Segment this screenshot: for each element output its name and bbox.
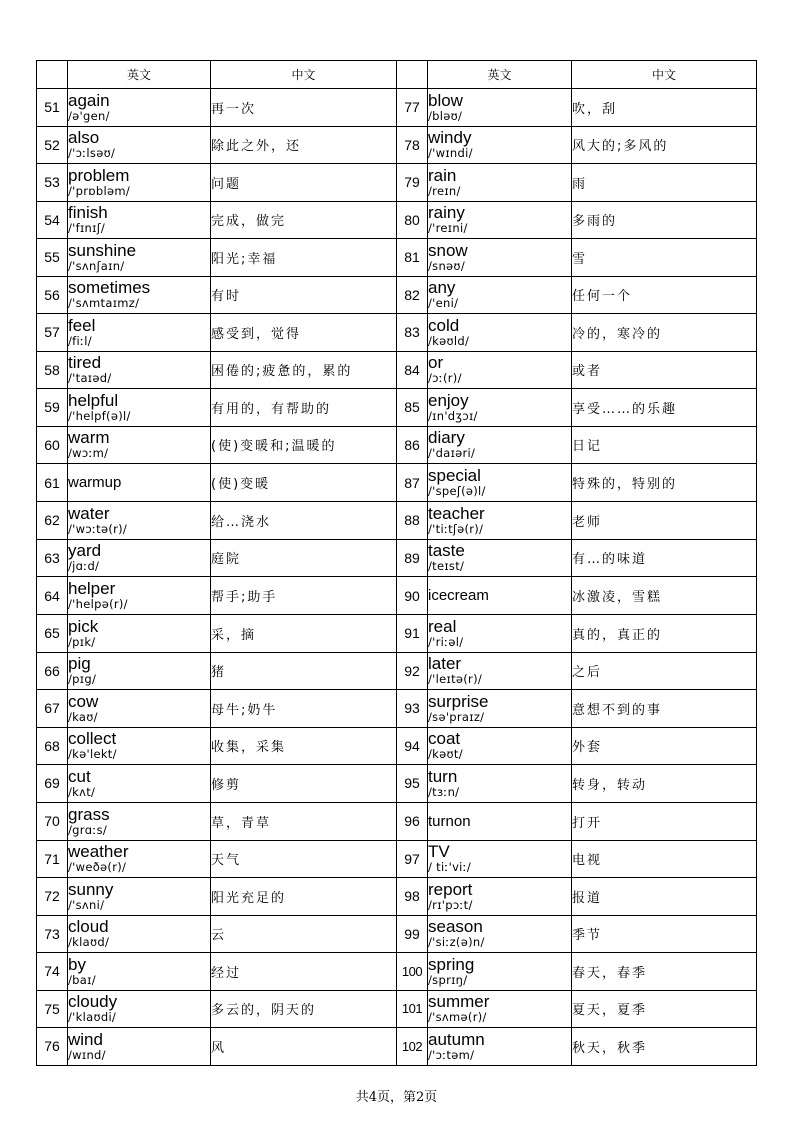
entry-phonetic: /baɪ/ <box>68 972 96 987</box>
entry-number: 56 <box>37 276 68 314</box>
entry-word: any <box>428 278 456 298</box>
entry-phonetic: /'reɪni/ <box>428 221 468 236</box>
entry-word: cloudy <box>68 992 118 1012</box>
entry-number: 101 <box>397 990 428 1028</box>
entry-phonetic: /wɪnd/ <box>68 1047 106 1062</box>
entry-chinese: 采，摘 <box>211 615 397 653</box>
entry-number: 93 <box>397 690 428 728</box>
entry-chinese: (使)变暖和;温暖的 <box>211 426 397 464</box>
entry-chinese: 打开 <box>572 802 757 840</box>
vocabulary-table <box>36 60 757 1066</box>
entry-english <box>68 389 211 427</box>
entry-english <box>68 201 211 239</box>
entry-word: wind <box>68 1029 103 1049</box>
entry-word: turnon <box>428 812 471 830</box>
entry-word: real <box>428 616 457 636</box>
table-row <box>37 802 757 840</box>
entry-english <box>68 89 211 127</box>
entry-number: 89 <box>397 539 428 577</box>
entry-chinese: 外套 <box>572 727 757 765</box>
entry-chinese: 天气 <box>211 840 397 878</box>
entry-english <box>428 1028 572 1066</box>
entry-phonetic: /'eni/ <box>428 296 459 311</box>
entry-word: pick <box>68 616 99 636</box>
entry-english <box>68 915 211 953</box>
entry-english <box>428 953 572 991</box>
entry-english <box>428 201 572 239</box>
entry-phonetic: /ə'gen/ <box>68 108 110 123</box>
entry-chinese: 风 <box>211 1028 397 1066</box>
entry-number: 84 <box>397 351 428 389</box>
entry-chinese: 吹，刮 <box>572 89 757 127</box>
table-row <box>37 652 757 690</box>
entry-number: 83 <box>397 314 428 352</box>
entry-number: 96 <box>397 802 428 840</box>
entry-number: 79 <box>397 164 428 202</box>
table-row <box>37 727 757 765</box>
entry-phonetic: /kaʊ/ <box>68 709 98 724</box>
entry-word: water <box>68 503 110 523</box>
entry-english <box>68 615 211 653</box>
table-row <box>37 464 757 502</box>
entry-english <box>68 164 211 202</box>
entry-english <box>428 765 572 803</box>
table-row <box>37 126 757 164</box>
entry-english <box>68 126 211 164</box>
entry-number: 98 <box>397 878 428 916</box>
entry-phonetic: /'klaʊdi/ <box>68 1010 117 1025</box>
entry-chinese: 多雨的 <box>572 201 757 239</box>
entry-number: 69 <box>37 765 68 803</box>
table-row <box>37 426 757 464</box>
entry-number: 63 <box>37 539 68 577</box>
entry-chinese: 多云的，阴天的 <box>211 990 397 1028</box>
entry-number: 59 <box>37 389 68 427</box>
entry-number: 65 <box>37 615 68 653</box>
entry-word: again <box>68 90 110 110</box>
entry-english <box>68 652 211 690</box>
entry-english <box>428 164 572 202</box>
entry-english <box>68 314 211 352</box>
entry-phonetic: /kəʊt/ <box>428 747 463 762</box>
entry-phonetic: /'tiːtʃə(r)/ <box>428 521 484 536</box>
entry-english <box>428 426 572 464</box>
entry-word: helpful <box>68 390 119 410</box>
entry-number: 86 <box>397 426 428 464</box>
entry-chinese: 冷的，寒冷的 <box>572 314 757 352</box>
entry-number: 66 <box>37 652 68 690</box>
entry-word: diary <box>428 428 465 448</box>
entry-word: feel <box>68 315 96 335</box>
entry-word: by <box>68 954 86 974</box>
entry-phonetic: /'riːəl/ <box>428 634 464 649</box>
entry-english <box>428 840 572 878</box>
table-row <box>37 915 757 953</box>
entry-number: 100 <box>397 953 428 991</box>
entry-english <box>68 1028 211 1066</box>
entry-phonetic: /sə'praɪz/ <box>428 709 485 724</box>
entry-word: pig <box>68 654 91 674</box>
entry-chinese: 真的，真正的 <box>572 615 757 653</box>
entry-english <box>68 539 211 577</box>
table-row <box>37 878 757 916</box>
table-row <box>37 615 757 653</box>
entry-chinese: 之后 <box>572 652 757 690</box>
entry-phonetic: /'fɪnɪʃ/ <box>68 221 106 236</box>
entry-number: 75 <box>37 990 68 1028</box>
entry-number: 57 <box>37 314 68 352</box>
entry-chinese: 收集，采集 <box>211 727 397 765</box>
entry-english <box>428 464 572 502</box>
entry-phonetic: /'wɔːtə(r)/ <box>68 521 128 536</box>
entry-english <box>428 990 572 1028</box>
entry-chinese: 老师 <box>572 502 757 540</box>
page-footer: 共4页，第2页 <box>355 1090 438 1105</box>
entry-english <box>428 239 572 277</box>
entry-number: 51 <box>37 89 68 127</box>
entry-english <box>428 802 572 840</box>
entry-chinese: 秋天，秋季 <box>572 1028 757 1066</box>
entry-english <box>428 502 572 540</box>
entry-word: snow <box>428 240 468 260</box>
entry-english <box>428 915 572 953</box>
entry-phonetic: /'wɪndi/ <box>428 146 473 161</box>
entry-number: 73 <box>37 915 68 953</box>
entry-phonetic: /'helpf(ə)l/ <box>68 408 131 423</box>
entry-word: tired <box>68 353 102 373</box>
entry-english <box>68 276 211 314</box>
entry-phonetic: /bləʊ/ <box>428 108 463 123</box>
table-row <box>37 201 757 239</box>
entry-english <box>428 652 572 690</box>
entry-chinese: 给…浇水 <box>211 502 397 540</box>
entry-number: 88 <box>397 502 428 540</box>
entry-number: 53 <box>37 164 68 202</box>
entry-chinese: 庭院 <box>211 539 397 577</box>
entry-phonetic: /'siːz(ə)n/ <box>428 935 485 950</box>
entry-word: summer <box>428 992 490 1012</box>
table-row <box>37 690 757 728</box>
entry-chinese: 再一次 <box>211 89 397 127</box>
entry-phonetic: /sprɪŋ/ <box>428 972 468 987</box>
entry-chinese: 冰激凌，雪糕 <box>572 577 757 615</box>
entry-number: 82 <box>397 276 428 314</box>
entry-number: 58 <box>37 351 68 389</box>
entry-english <box>68 878 211 916</box>
entry-word: coat <box>428 729 461 749</box>
entry-number: 54 <box>37 201 68 239</box>
entry-chinese: 夏天，夏季 <box>572 990 757 1028</box>
entry-phonetic: /'speʃ(ə)l/ <box>428 484 486 498</box>
header-number-left <box>37 61 68 89</box>
entry-phonetic: /grɑːs/ <box>68 822 108 837</box>
entry-phonetic: /snəʊ/ <box>428 258 466 273</box>
entry-english <box>428 878 572 916</box>
entry-word: cloud <box>68 917 109 937</box>
entry-word: weather <box>68 842 129 862</box>
entry-chinese: 完成，做完 <box>211 201 397 239</box>
entry-chinese: 帮手;助手 <box>211 577 397 615</box>
entry-phonetic: /'weðə(r)/ <box>68 860 127 875</box>
entry-chinese: 雪 <box>572 239 757 277</box>
entry-chinese: 困倦的;疲惫的，累的 <box>211 351 397 389</box>
entry-number: 102 <box>397 1028 428 1066</box>
entry-word: teacher <box>428 503 485 523</box>
table-row <box>37 953 757 991</box>
table-row <box>37 765 757 803</box>
entry-number: 81 <box>397 239 428 277</box>
entry-word: sometimes <box>68 278 151 298</box>
entry-phonetic: /rɪ'pɔːt/ <box>428 897 473 912</box>
entry-phonetic: /'daɪəri/ <box>428 446 476 461</box>
entry-chinese: 有时 <box>211 276 397 314</box>
entry-number: 70 <box>37 802 68 840</box>
entry-word: sunshine <box>68 240 137 260</box>
entry-number: 78 <box>397 126 428 164</box>
entry-english <box>428 727 572 765</box>
table-row <box>37 276 757 314</box>
entry-word: surprise <box>428 691 489 711</box>
entry-word: collect <box>68 729 117 749</box>
entry-english <box>428 577 572 615</box>
entry-chinese: 问题 <box>211 164 397 202</box>
entry-chinese: 除此之外，还 <box>211 126 397 164</box>
entry-word: or <box>428 353 444 373</box>
entry-chinese: (使)变暖 <box>211 464 397 502</box>
entry-number: 91 <box>397 615 428 653</box>
table-row <box>37 239 757 277</box>
entry-phonetic: /tɜːn/ <box>428 784 460 799</box>
entry-english <box>428 615 572 653</box>
entry-english <box>68 426 211 464</box>
entry-number: 71 <box>37 840 68 878</box>
entry-phonetic: /'ɔːlsəʊ/ <box>68 146 116 161</box>
entry-word: enjoy <box>428 390 469 410</box>
entry-english <box>428 389 572 427</box>
entry-word: cow <box>68 691 99 711</box>
header-row <box>37 61 757 89</box>
entry-word: warm <box>68 428 110 448</box>
entry-number: 60 <box>37 426 68 464</box>
entry-english <box>428 314 572 352</box>
table-row <box>37 351 757 389</box>
entry-phonetic: /jɑːd/ <box>68 559 100 574</box>
entry-phonetic: /'sʌni/ <box>68 897 105 912</box>
entry-word: spring <box>428 954 475 974</box>
entry-phonetic: /'ɔːtəm/ <box>428 1047 475 1062</box>
entry-chinese: 任何一个 <box>572 276 757 314</box>
table-row <box>37 990 757 1028</box>
header-english-right: 英文 <box>428 61 572 89</box>
entry-number: 97 <box>397 840 428 878</box>
entry-chinese: 转身，转动 <box>572 765 757 803</box>
entry-phonetic: /teɪst/ <box>428 559 465 574</box>
entry-chinese: 阳光充足的 <box>211 878 397 916</box>
entry-number: 94 <box>397 727 428 765</box>
entry-phonetic: /kə'lekt/ <box>68 747 117 762</box>
entry-english <box>68 577 211 615</box>
entry-english <box>68 239 211 277</box>
entry-number: 85 <box>397 389 428 427</box>
entry-chinese: 春天，春季 <box>572 953 757 991</box>
entry-english <box>428 276 572 314</box>
entry-chinese: 母牛;奶牛 <box>211 690 397 728</box>
header-number-right <box>397 61 428 89</box>
entry-phonetic: /reɪn/ <box>428 183 461 198</box>
entry-word: season <box>428 917 483 937</box>
table-row <box>37 577 757 615</box>
entry-chinese: 有…的味道 <box>572 539 757 577</box>
header-english-left: 英文 <box>68 61 211 89</box>
header-chinese-right: 中文 <box>572 61 757 89</box>
entry-phonetic: /pɪk/ <box>68 634 96 649</box>
entry-english <box>68 727 211 765</box>
table-row <box>37 164 757 202</box>
entry-number: 90 <box>397 577 428 615</box>
entry-number: 92 <box>397 652 428 690</box>
entry-number: 80 <box>397 201 428 239</box>
entry-chinese: 特殊的，特别的 <box>572 464 757 502</box>
table-row <box>37 389 757 427</box>
entry-english <box>68 840 211 878</box>
entry-phonetic: /'helpə(r)/ <box>68 597 128 611</box>
entry-phonetic: /klaʊd/ <box>68 935 110 950</box>
entry-chinese: 日记 <box>572 426 757 464</box>
entry-english <box>68 802 211 840</box>
entry-chinese: 享受……的乐趣 <box>572 389 757 427</box>
entry-english <box>428 126 572 164</box>
entry-word: also <box>68 128 100 148</box>
entry-phonetic: /'taɪəd/ <box>68 371 112 386</box>
entry-number: 76 <box>37 1028 68 1066</box>
entry-number: 68 <box>37 727 68 765</box>
entry-phonetic: /'sʌnʃaɪn/ <box>68 258 125 273</box>
entry-word: grass <box>68 804 110 824</box>
entry-english <box>68 690 211 728</box>
entry-word: sunny <box>68 879 114 899</box>
entry-chinese: 季节 <box>572 915 757 953</box>
entry-word: rain <box>428 165 457 185</box>
entry-chinese: 感受到，觉得 <box>211 314 397 352</box>
entry-english <box>428 89 572 127</box>
entry-word: taste <box>428 541 465 561</box>
entry-chinese: 经过 <box>211 953 397 991</box>
entry-word: finish <box>68 203 108 223</box>
entry-phonetic: /kʌt/ <box>68 784 96 799</box>
entry-word: TV <box>428 842 450 862</box>
entry-word: yard <box>68 541 102 561</box>
entry-number: 52 <box>37 126 68 164</box>
entry-phonetic: /kəʊld/ <box>428 333 470 348</box>
entry-word: turn <box>428 766 458 786</box>
entry-word: rainy <box>428 203 465 223</box>
entry-word: cold <box>428 315 460 335</box>
entry-phonetic: /'leɪtə(r)/ <box>428 672 483 687</box>
entry-english <box>68 502 211 540</box>
entry-number: 77 <box>397 89 428 127</box>
entry-chinese: 猪 <box>211 652 397 690</box>
entry-number: 99 <box>397 915 428 953</box>
entry-english <box>68 351 211 389</box>
entry-english <box>428 351 572 389</box>
table-row <box>37 840 757 878</box>
header-chinese-left: 中文 <box>211 61 397 89</box>
table-row <box>37 314 757 352</box>
entry-number: 61 <box>37 464 68 502</box>
entry-phonetic: /ɪn'dʒɔɪ/ <box>428 408 478 423</box>
table-row <box>37 502 757 540</box>
entry-word: later <box>428 654 462 674</box>
entry-word: special <box>428 466 481 485</box>
entry-word: autumn <box>428 1029 485 1049</box>
entry-chinese: 报道 <box>572 878 757 916</box>
entry-english <box>68 765 211 803</box>
entry-word: warmup <box>68 474 122 491</box>
entry-number: 87 <box>397 464 428 502</box>
entry-chinese: 云 <box>211 915 397 953</box>
entry-number: 64 <box>37 577 68 615</box>
entry-word: report <box>428 879 473 899</box>
entry-english <box>68 464 211 502</box>
table-row <box>37 1028 757 1066</box>
entry-number: 95 <box>397 765 428 803</box>
entry-chinese: 电视 <box>572 840 757 878</box>
entry-chinese: 或者 <box>572 351 757 389</box>
entry-chinese: 雨 <box>572 164 757 202</box>
entry-word: cut <box>68 766 91 786</box>
entry-chinese: 修剪 <box>211 765 397 803</box>
entry-english <box>428 690 572 728</box>
entry-word: windy <box>428 128 472 148</box>
entry-number: 62 <box>37 502 68 540</box>
entry-word: icecream <box>428 587 489 604</box>
entry-word: problem <box>68 165 130 185</box>
entry-word: blow <box>428 90 463 110</box>
entry-chinese: 阳光;幸福 <box>211 239 397 277</box>
entry-chinese: 有用的，有帮助的 <box>211 389 397 427</box>
table-row <box>37 539 757 577</box>
entry-number: 74 <box>37 953 68 991</box>
entry-english <box>68 953 211 991</box>
entry-chinese: 风大的;多风的 <box>572 126 757 164</box>
entry-phonetic: /pɪg/ <box>68 672 97 687</box>
entry-phonetic: /'prɒbləm/ <box>68 183 131 198</box>
entry-phonetic: /'sʌmə(r)/ <box>428 1010 487 1025</box>
entry-english <box>68 990 211 1028</box>
entry-number: 67 <box>37 690 68 728</box>
entry-phonetic: /'sʌmtaɪmz/ <box>68 296 140 311</box>
entry-word: helper <box>68 579 116 598</box>
entry-phonetic: /wɔːm/ <box>68 446 109 461</box>
entry-phonetic: /fiːl/ <box>68 333 92 348</box>
entry-number: 72 <box>37 878 68 916</box>
entry-chinese: 意想不到的事 <box>572 690 757 728</box>
entry-phonetic: /ɔː(r)/ <box>428 371 462 386</box>
entry-english <box>428 539 572 577</box>
table-row <box>37 89 757 127</box>
entry-number: 55 <box>37 239 68 277</box>
entry-chinese: 草，青草 <box>211 802 397 840</box>
entry-phonetic: / tiː'viː/ <box>428 860 472 875</box>
